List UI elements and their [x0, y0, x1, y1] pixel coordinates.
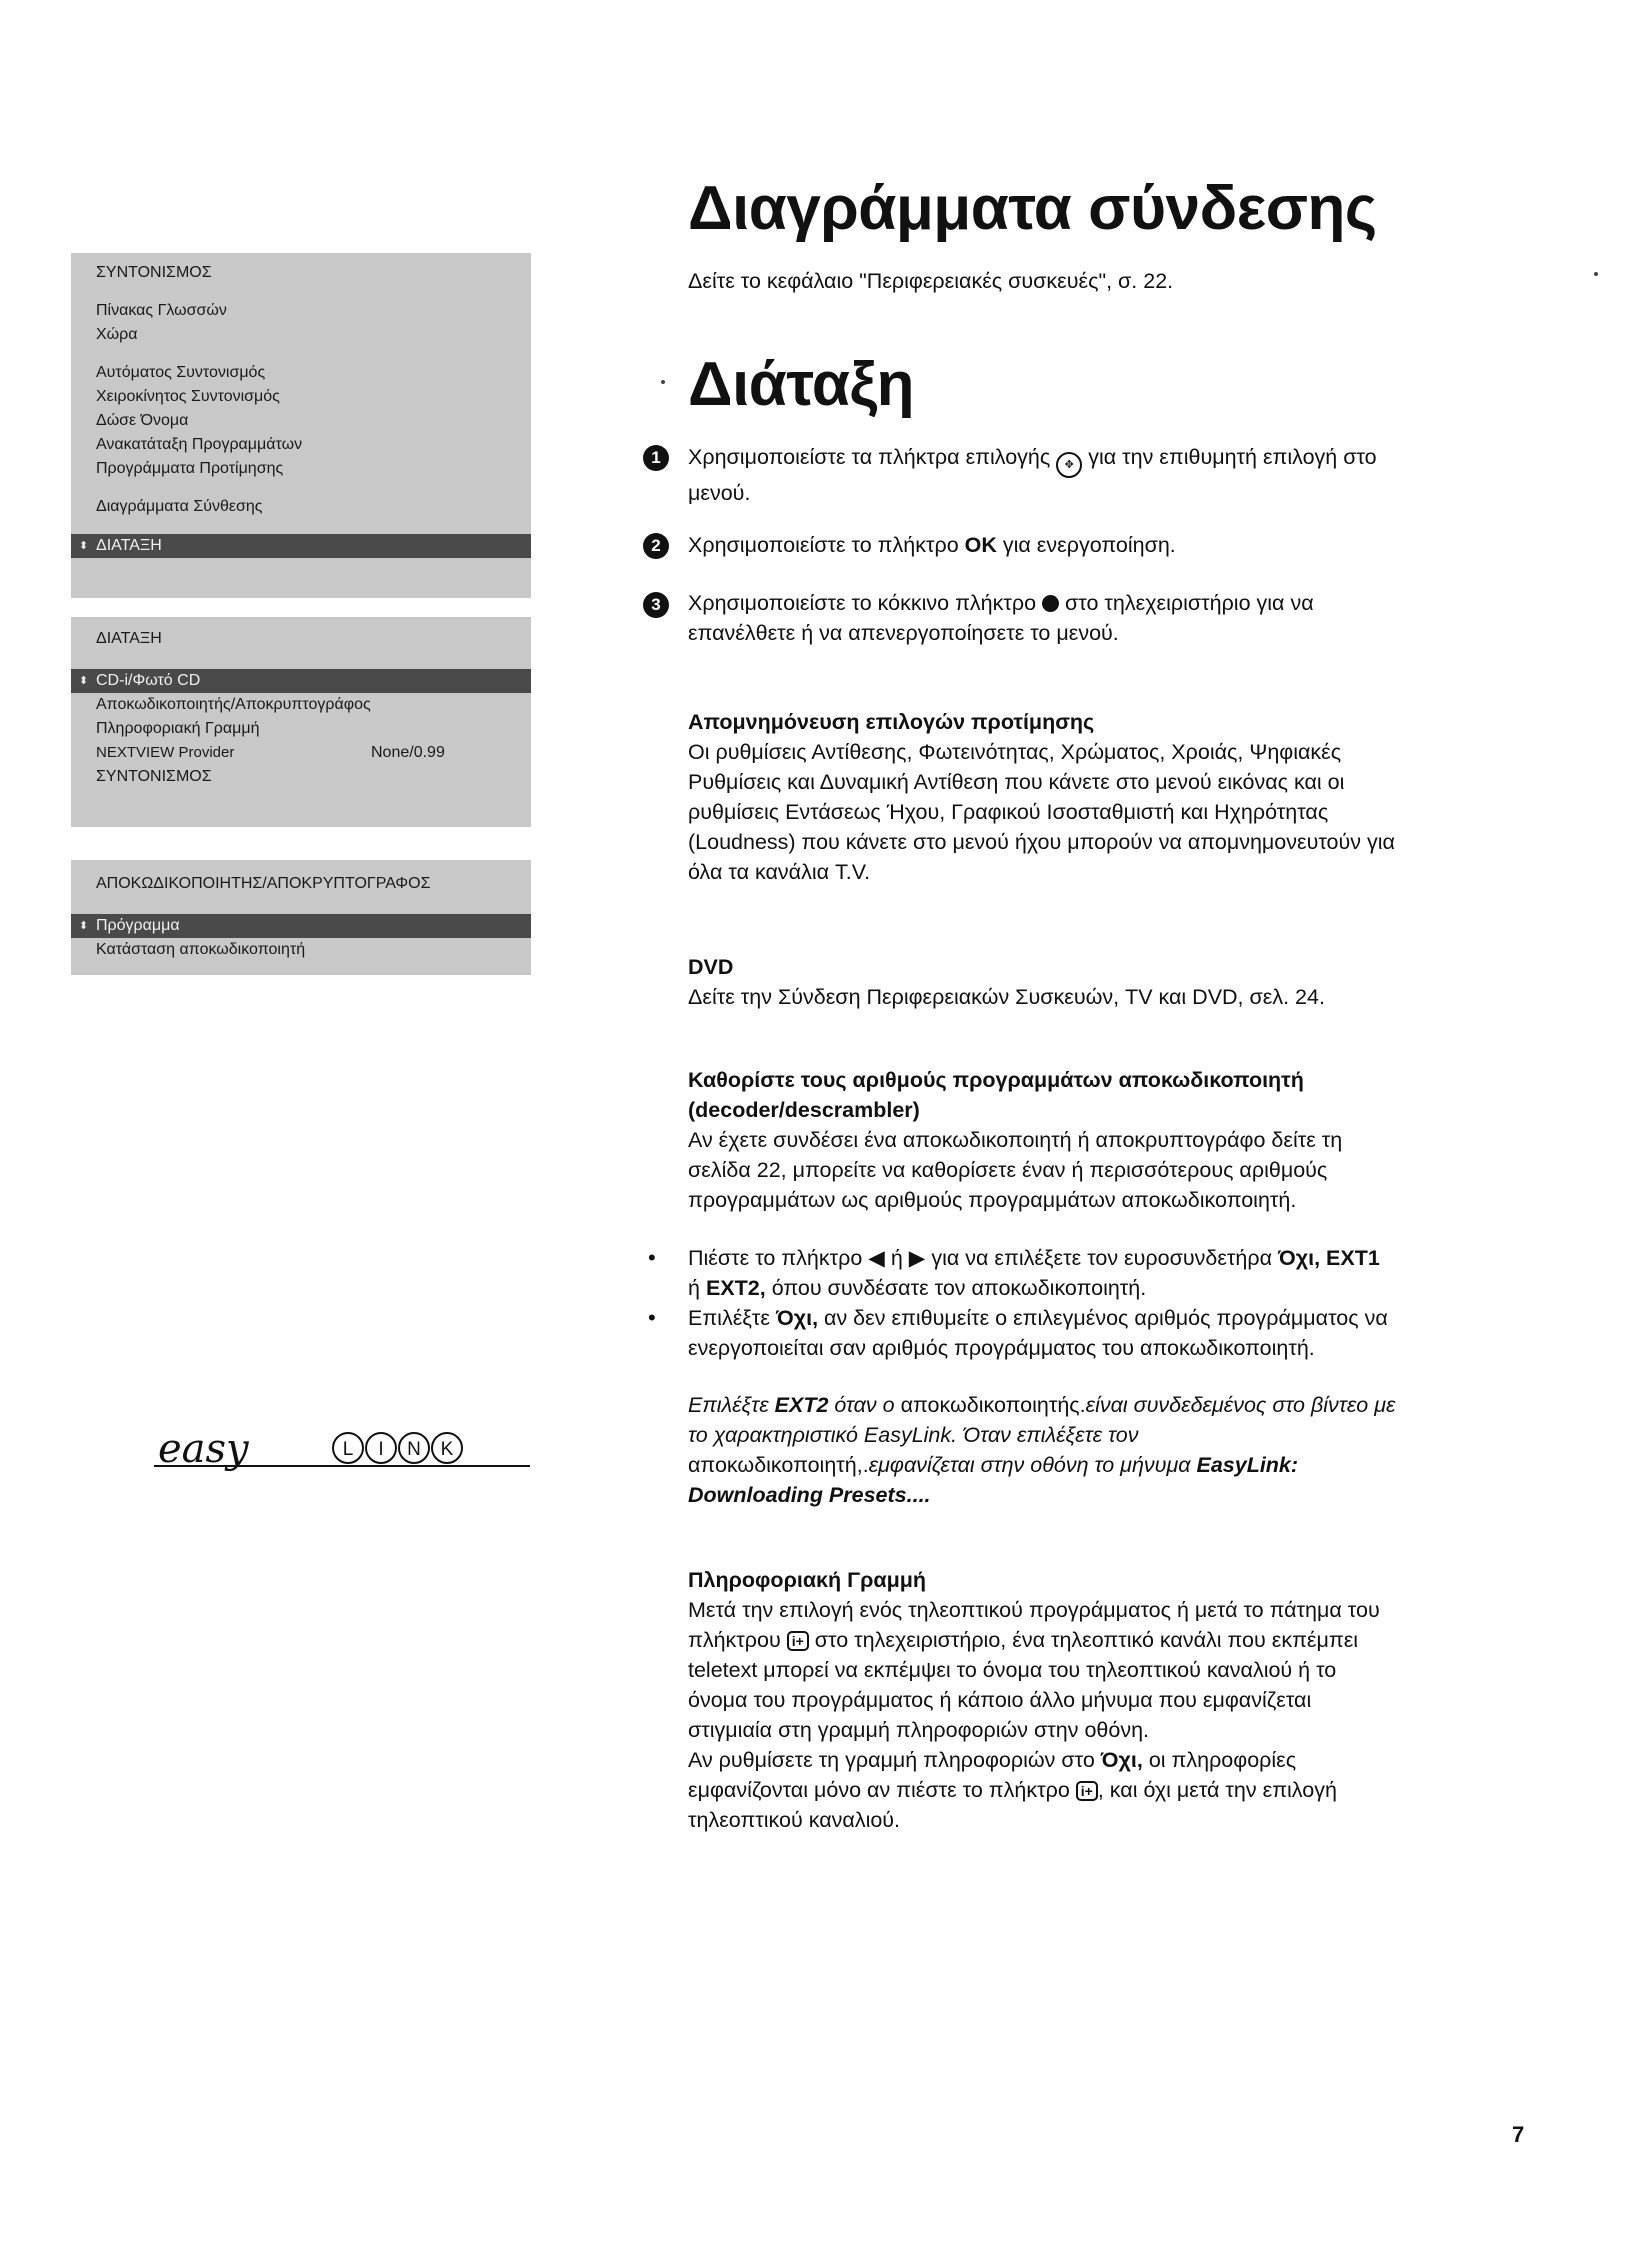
- easylink-script: easy: [158, 1426, 249, 1472]
- up-down-arrows-icon: ⬍: [78, 675, 89, 687]
- easylink-letter: L: [342, 1439, 354, 1460]
- infoline-body: Μετά την επιλογή ενός τηλεοπτικού προγράμματος ή μετά το πάτημα του πλήκτρου i+ στο τηλεχειριστήριο, ένα τηλεοπτικό κανάλι που εκπέμπει teletext μπορεί να εκπέμψει το όνομα του τηλεοπτικού καναλιού ή το όνομα του προγράμματος ή κάποιο άλλο μήνυμα που εμφανίζεται στιγμιαία στη γραμμή πληροφοριών στην οθόνη. Αν ρυθμίσετε τη γραμμή πληροφοριών στο Όχι, οι πληροφορίες εμφανίζονται μόνο αν πιέστε το πλήκτρο i+ , και όχι μετά την επιλογή τηλεοπτικού καναλιού.: [688, 1598, 1380, 1832]
- scan-speck: [661, 380, 665, 384]
- menu-item: Αυτόματος Συντονισμός: [96, 364, 266, 381]
- info-key-icon: i+: [787, 1631, 809, 1651]
- nextview-value: None/0.99: [371, 744, 445, 761]
- info-key-icon: i+: [1076, 1781, 1098, 1801]
- right-arrow-icon: ▶: [908, 1246, 926, 1270]
- heading-connection-diagrams: Διαγράμματα σύνδεσης: [688, 174, 1377, 243]
- bullet-dot: •: [648, 1305, 656, 1330]
- step-number-1: 1: [643, 445, 669, 471]
- red-button-icon: [1042, 595, 1059, 612]
- favorites-title: Απομνημόνευση επιλογών προτίμησης: [688, 710, 1095, 734]
- menu-item-selected: ⬍ Πρόγραμμα: [71, 914, 531, 938]
- favorites-body: Οι ρυθμίσεις Αντίθεσης, Φωτεινότητας, Χρώματος, Χροιάς, Ψηφιακές Ρυθμίσεις και Δυναμική Αντίθεση που κάνετε στο μενού εικόνας και οι ρυθμίσεις Εντάσεως Ήχου, Γραφικού Ισοσταθμιστή και Ηχηρότητας (Loudness) που κάνετε στο μενού ήχου μπορούν να απομνημονευτούν για όλα τα κανάλια T.V.: [688, 740, 1395, 884]
- menu-item: Διαγράμματα Σύνθεσης: [96, 498, 263, 515]
- setup-menu-screenshot: [71, 617, 531, 827]
- menu-item: Κατάσταση αποκωδικοποιητή: [96, 941, 306, 958]
- easylink-letter: N: [407, 1439, 421, 1460]
- scan-speck: [1594, 272, 1598, 276]
- decoder-menu-screenshot: [71, 860, 531, 975]
- menu-title: ΑΠΟΚΩΔΙΚΟΠΟΙΗΤΗΣ/ΑΠΟΚΡΥΠΤΟΓΡΑΦΟΣ: [96, 875, 431, 892]
- decoder-body: Αν έχετε συνδέσει ένα αποκωδικοποιητή ή αποκρυπτογράφο δείτε τη σελίδα 22, μπορείτε να καθορίσετε έναν ή περισσότερους αριθμούς προγραμμάτων ως αριθμούς προγραμμάτων αποκωδικοποιητή.: [688, 1128, 1343, 1212]
- easylink-logo: [150, 1418, 530, 1488]
- tuning-menu-screenshot: [71, 253, 531, 598]
- menu-item: Προγράμματα Προτίμησης: [96, 460, 284, 477]
- left-arrow-icon: ◀: [868, 1246, 885, 1270]
- decoder-title: Καθορίστε τους αριθμούς προγραμμάτων αποκωδικοποιητή (decoder/descrambler): [688, 1068, 1304, 1122]
- heading-setup: Διάταξη: [688, 350, 914, 419]
- menu-item-nextview: NEXTVIEW Provider None/0.99: [71, 741, 531, 765]
- menu-title: ΔΙΑΤΑΞΗ: [96, 630, 162, 647]
- menu-item: Πληροφοριακή Γραμμή: [96, 720, 260, 737]
- menu-item: Δώσε Όνομα: [96, 412, 189, 429]
- menu-title: ΣΥΝΤΟΝΙΣΜΟΣ: [96, 264, 212, 281]
- up-down-arrows-icon: ⬍: [78, 540, 89, 552]
- page-number: 7: [1512, 2122, 1525, 2147]
- decoder-bullet-2: Επιλέξτε Όχι, αν δεν επιθυμείτε ο επιλεγμένος αριθμός προγράμματος να ενεργοποιείται σαν αριθμός προγράμματος του αποκωδικοποιητή.: [688, 1306, 1388, 1360]
- dvd-text: Δείτε την Σύνδεση Περιφερειακών Συσκευών, TV και DVD, σελ. 24.: [688, 985, 1325, 1009]
- menu-item: Αποκωδικοποιητής/Αποκρυπτογράφος: [96, 696, 371, 713]
- step-2-text: Χρησιμοποιείστε το πλήκτρο OK για ενεργοποίηση.: [688, 533, 1176, 557]
- step-3-text: Χρησιμοποιείστε το κόκκινο πλήκτρο στο τηλεχειριστήριο για να επανέλθετε ή να απενεργοποίησετε το μενού.: [688, 591, 1314, 645]
- easylink-letter: I: [378, 1439, 384, 1460]
- bullet-dot: •: [648, 1245, 656, 1270]
- infoline-title: Πληροφοριακή Γραμμή: [688, 1568, 927, 1592]
- menu-item: Πίνακας Γλωσσών: [96, 302, 227, 319]
- cursor-keys-icon: ✥: [1056, 452, 1082, 478]
- dvd-title: DVD: [688, 955, 734, 979]
- menu-item: Χειροκίνητος Συντονισμός: [96, 388, 280, 405]
- decoder-easylink-note: Επιλέξτε EXT2 όταν ο αποκωδικοποιητής.είναι συνδεδεμένος στο βίντεο με το χαρακτηριστικό EasyLink. Όταν επιλέξετε τον αποκωδικοποιητή,.εμφανίζεται στην οθόνη το μήνυμα EasyLink: Downloading Presets....: [688, 1393, 1396, 1507]
- menu-item: Ανακατάταξη Προγραμμάτων: [96, 436, 303, 453]
- up-down-arrows-icon: ⬍: [78, 920, 89, 932]
- menu-item: ΣΥΝΤΟΝΙΣΜΟΣ: [96, 768, 212, 785]
- step-number-2: 2: [643, 533, 669, 559]
- connections-text: Δείτε το κεφάλαιο "Περιφερειακές συσκευές", σ. 22.: [688, 269, 1174, 293]
- easylink-logo-graphic: [150, 1418, 530, 1488]
- menu-item: Χώρα: [96, 326, 138, 343]
- easylink-letter: K: [440, 1439, 454, 1460]
- menu-item-selected: ⬍ CD-i/Φωτό CD: [71, 669, 531, 693]
- decoder-bullet-1: Πιέστε το πλήκτρο ◀ ή ▶ για να επιλέξετε τον ευροσυνδετήρα Όχι, EXT1 ή EXT2, όπου συνδέσατε τον αποκωδικοποιητή.: [688, 1246, 1380, 1300]
- step-1-text: Χρησιμοποιείστε τα πλήκτρα επιλογής ✥ για την επιθυμητή επιλογή στο μενού.: [688, 445, 1377, 505]
- step-number-3: 3: [643, 592, 669, 618]
- menu-item-selected: ⬍ ΔΙΑΤΑΞΗ: [71, 534, 531, 558]
